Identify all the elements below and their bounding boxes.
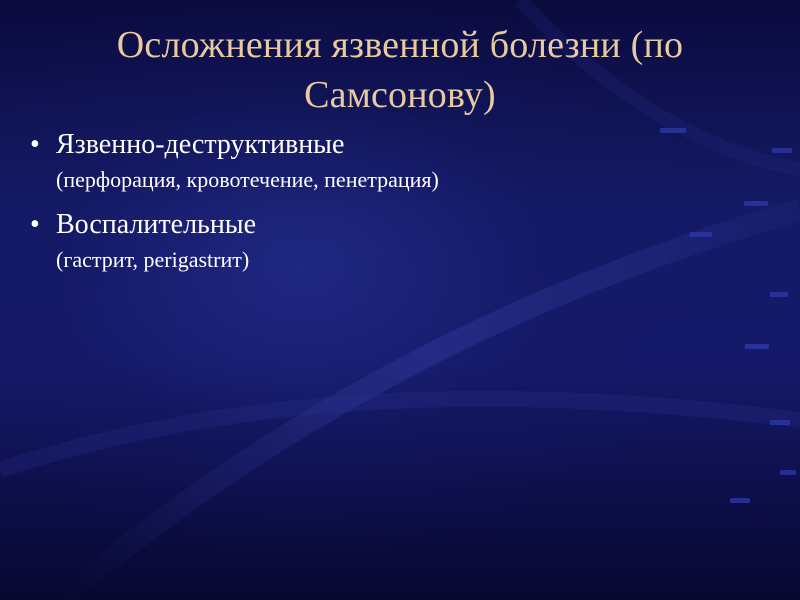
bullet-item: [30, 126, 750, 198]
bullet-marker-icon: •: [30, 209, 40, 240]
slide-title: [40, 20, 760, 120]
title-line-1: Осложнения язвенной болезни (по: [116, 24, 684, 66]
bullet-list: [30, 126, 750, 286]
bullet-marker-icon: •: [30, 129, 40, 160]
bullet-text: Воспалительные: [56, 209, 257, 240]
bullet-subtext: (перфорация, кровотечение, пенетрация): [56, 167, 439, 192]
decorative-arc: [0, 399, 800, 470]
bullet-item: [30, 206, 750, 278]
title-line-2: Самсонову): [304, 74, 496, 116]
bullet-subtext: (гастрит, perigastrит): [56, 247, 250, 272]
bullet-text: Язвенно-деструктивные: [56, 129, 345, 160]
